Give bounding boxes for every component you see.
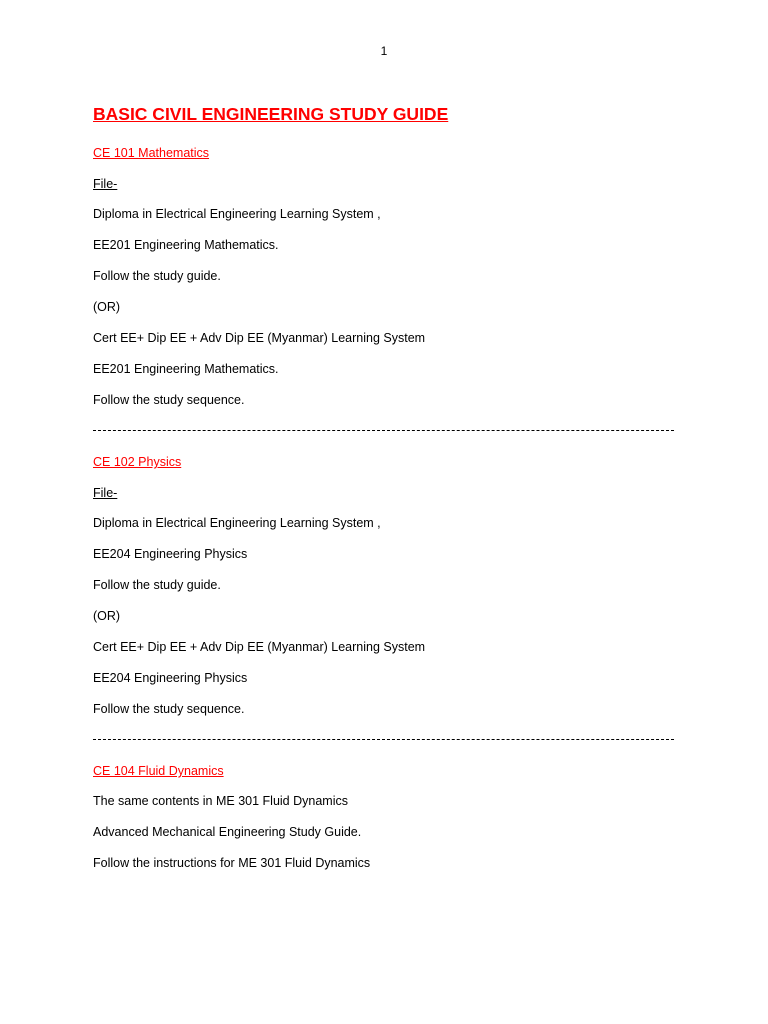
section-line: Advanced Mechanical Engineering Study Guide. bbox=[93, 825, 362, 839]
document-title: BASIC CIVIL ENGINEERING STUDY GUIDE bbox=[93, 104, 449, 124]
section-divider bbox=[93, 739, 674, 740]
section-heading-physics: CE 102 Physics bbox=[93, 455, 182, 469]
section-line: Cert EE+ Dip EE + Adv Dip EE (Myanmar) Learning System bbox=[93, 640, 426, 654]
section-line: Follow the study guide. bbox=[93, 269, 221, 283]
section-line: EE201 Engineering Mathematics. bbox=[93, 238, 279, 252]
section-line: Follow the instructions for ME 301 Fluid Dynamics bbox=[93, 856, 371, 870]
section-line: Diploma in Electrical Engineering Learning System , bbox=[93, 516, 381, 530]
section-line: Diploma in Electrical Engineering Learning System , bbox=[93, 207, 381, 221]
section-line: (OR) bbox=[93, 300, 121, 314]
section-line: EE201 Engineering Mathematics. bbox=[93, 362, 279, 376]
section-heading-fluid-dynamics: CE 104 Fluid Dynamics bbox=[93, 764, 224, 778]
section-line: Follow the study sequence. bbox=[93, 393, 245, 407]
section-divider bbox=[93, 430, 674, 431]
section-heading-mathematics: CE 101 Mathematics bbox=[93, 146, 210, 160]
section-line: (OR) bbox=[93, 609, 121, 623]
section-line: Follow the study sequence. bbox=[93, 702, 245, 716]
page-number: 1 bbox=[380, 44, 388, 58]
file-label: File- bbox=[93, 486, 118, 500]
section-line: Cert EE+ Dip EE + Adv Dip EE (Myanmar) Learning System bbox=[93, 331, 426, 345]
section-line: EE204 Engineering Physics bbox=[93, 547, 248, 561]
section-line: The same contents in ME 301 Fluid Dynamics bbox=[93, 794, 348, 808]
section-line: Follow the study guide. bbox=[93, 578, 221, 592]
section-line: EE204 Engineering Physics bbox=[93, 671, 248, 685]
file-label: File- bbox=[93, 177, 118, 191]
